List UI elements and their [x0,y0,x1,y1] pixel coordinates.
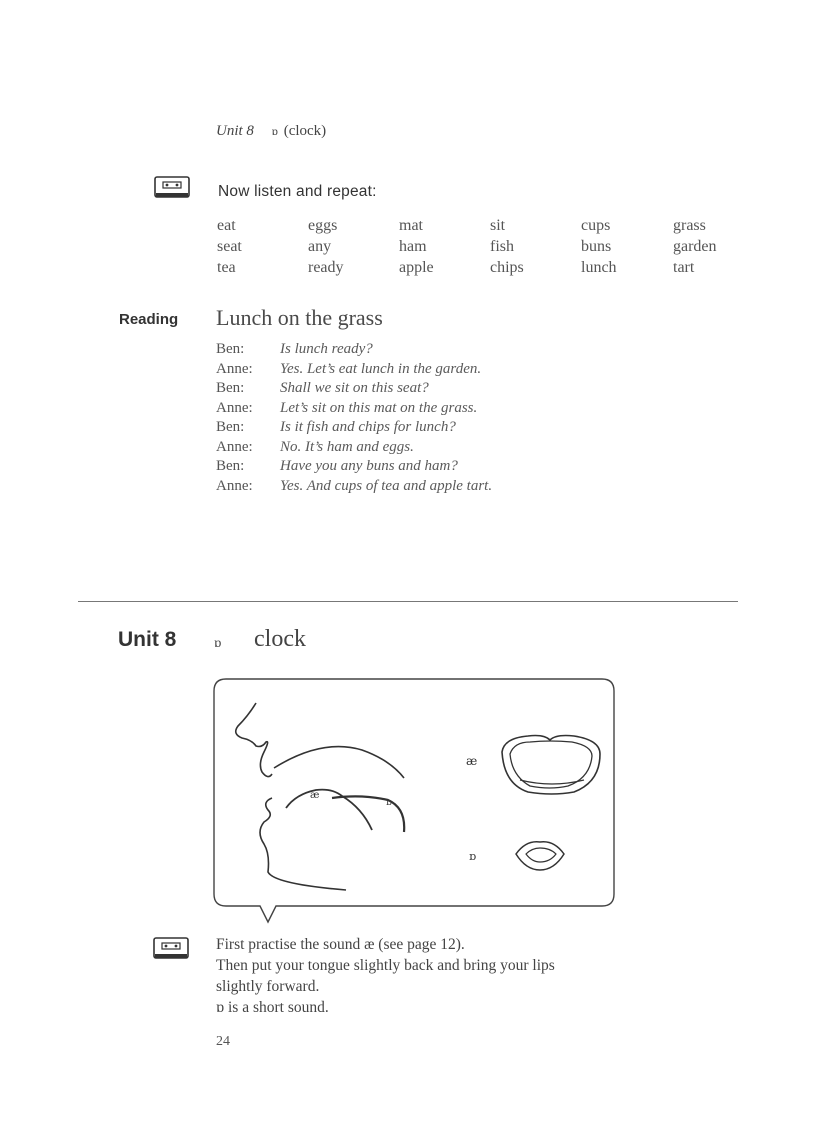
speaker: Anne: [216,399,253,416]
word: seat [217,238,242,255]
speaker: Anne: [216,477,253,494]
mouth-label-o: ɒ [469,850,477,863]
tongue-o [332,796,404,832]
dialogue-line [216,457,492,477]
reading-title: Lunch on the grass [216,305,383,330]
dialogue-line [216,399,492,419]
word: ham [399,238,427,255]
tongue-label-ae: æ [310,790,320,801]
instruction-line: ɒ is a short sound. [216,999,329,1016]
line-text: Is lunch ready? [280,341,373,357]
line-text: Yes. Let’s eat lunch in the garden. [280,360,482,377]
rounded-lips-inner [526,848,556,862]
word: tart [673,259,695,276]
speaker: Anne: [216,360,253,377]
rounded-lips-outer [516,842,564,870]
word: lunch [581,259,617,276]
word: tea [217,259,236,276]
word: eat [217,217,236,234]
instructions [216,934,555,1018]
mouth-label-ae: æ [466,754,478,768]
word-column [308,215,398,278]
word: sit [490,217,506,234]
line-text: Have you any buns and ham? [280,458,458,474]
word: mat [399,217,423,234]
cassette-icon [154,176,190,203]
jaw [260,798,346,890]
word: garden [673,238,717,255]
word: grass [673,217,706,234]
speaker: Ben: [216,341,245,357]
speaker: Ben: [216,419,245,435]
cassette-icon [153,937,189,964]
page-number: 24 [216,1034,230,1049]
dialogue-line [216,438,492,458]
dialogue-line [216,477,492,497]
dialogue-line [216,379,492,399]
open-mouth-outer [502,736,600,795]
word-column [581,215,671,278]
speaker: Ben: [216,458,245,474]
tongue-label-o: ɒ [386,798,392,808]
word: eggs [308,217,338,234]
mouth-diagram [212,676,616,926]
speaker: Anne: [216,438,253,455]
word-column [217,215,307,278]
instruction-line: First practise the sound æ (see page 12). [216,936,465,953]
dialogue-line [216,340,492,360]
word-column [673,215,763,278]
line-text: Is it fish and chips for lunch? [280,419,456,435]
listen-title: Now listen and repeat: [218,183,377,200]
unit-label: Unit 8 [118,628,177,651]
instruction-line: slightly forward. [216,978,320,995]
dialogue-line [216,418,492,438]
line-text: Yes. And cups of tea and apple tart. [280,477,493,494]
section-divider [78,601,738,602]
word: apple [399,259,434,276]
dialogue-line [216,360,492,380]
word: any [308,238,332,255]
running-head [216,123,326,140]
line-text: Shall we sit on this seat? [280,380,429,396]
running-head-word: (clock) [283,123,327,139]
diagram-frame [214,679,614,922]
word: chips [490,259,524,276]
face-profile [236,703,272,777]
running-head-symbol: ɒ [271,124,278,138]
speaker: Ben: [216,380,245,396]
line-text: Let’s sit on this mat on the grass. [280,399,478,416]
running-head-unit: Unit 8 [216,123,254,139]
word: buns [581,238,612,255]
line-text: No. It’s ham and eggs. [280,438,414,455]
word-column [490,215,580,278]
word: fish [490,238,514,255]
palate [274,747,404,778]
word: cups [581,217,611,234]
instruction-line: Then put your tongue slightly back and bring your lips [216,957,555,974]
unit-word: clock [254,626,306,652]
word-column [399,215,489,278]
word: ready [308,259,344,276]
unit-symbol: ɒ [214,636,222,651]
dialogue [216,340,492,496]
reading-label: Reading [119,311,179,328]
